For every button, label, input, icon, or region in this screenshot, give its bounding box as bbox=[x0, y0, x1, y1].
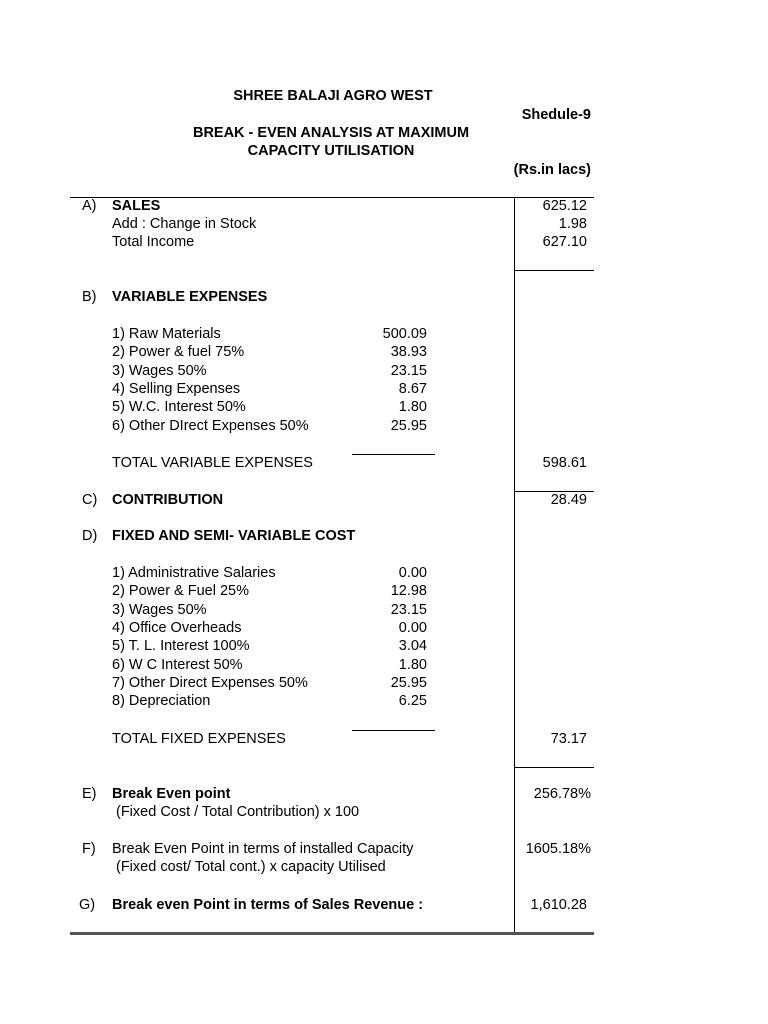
total-fixed-value: 73.17 bbox=[550, 731, 587, 747]
fixed-item-label: 1) Administrative Salaries bbox=[112, 565, 276, 581]
variable-item-label: 5) W.C. Interest 50% bbox=[112, 399, 246, 415]
table-column-divider bbox=[514, 197, 515, 934]
fixed-item-value: 3.04 bbox=[398, 638, 427, 654]
fixed-item-value: 6.25 bbox=[398, 693, 427, 709]
variable-item-value: 38.93 bbox=[390, 344, 427, 360]
company-name: SHREE BALAJI AGRO WEST bbox=[233, 88, 433, 104]
section-letter-e: E) bbox=[82, 786, 97, 802]
fixed-cost-heading: FIXED AND SEMI- VARIABLE COST bbox=[112, 528, 356, 544]
section-letter-b: B) bbox=[82, 289, 97, 305]
fixed-item-label: 6) W C Interest 50% bbox=[112, 657, 243, 673]
fixed-item-label: 5) T. L. Interest 100% bbox=[112, 638, 250, 654]
section-letter-a: A) bbox=[82, 198, 97, 214]
variable-item-label: 6) Other DIrect Expenses 50% bbox=[112, 418, 309, 434]
total-variable-label: TOTAL VARIABLE EXPENSES bbox=[112, 455, 313, 471]
fixed-subtotal-rule bbox=[352, 730, 435, 731]
income-subtotal-rule bbox=[514, 270, 594, 271]
variable-item-value: 25.95 bbox=[390, 418, 427, 434]
variable-item-value: 23.15 bbox=[390, 363, 427, 379]
fixed-item-label: 8) Depreciation bbox=[112, 693, 211, 709]
total-variable-value: 598.61 bbox=[542, 455, 587, 471]
fixed-item-label: 2) Power & Fuel 25% bbox=[112, 583, 250, 599]
break-even-value: 256.78% bbox=[533, 786, 591, 802]
variable-item-value: 8.67 bbox=[398, 381, 427, 397]
report-title-line1: BREAK - EVEN ANALYSIS AT MAXIMUM bbox=[192, 125, 470, 141]
capacity-formula: (Fixed cost/ Total cont.) x capacity Utilised bbox=[116, 859, 386, 875]
total-fixed-label: TOTAL FIXED EXPENSES bbox=[112, 731, 286, 747]
section-letter-c: C) bbox=[82, 492, 98, 508]
section-letter-g: G) bbox=[79, 897, 96, 913]
sales-revenue-value: 1,610.28 bbox=[530, 897, 587, 913]
variable-expenses-heading: VARIABLE EXPENSES bbox=[112, 289, 268, 305]
fixed-total-rule bbox=[514, 767, 594, 768]
variable-item-value: 500.09 bbox=[382, 326, 427, 342]
total-income-value: 627.10 bbox=[542, 234, 587, 250]
stock-change-label: Add : Change in Stock bbox=[112, 216, 257, 232]
fixed-item-value: 0.00 bbox=[398, 565, 427, 581]
break-even-heading: Break Even point bbox=[112, 786, 231, 802]
sales-revenue-heading: Break even Point in terms of Sales Revenue : bbox=[112, 897, 424, 913]
variable-item-label: 4) Selling Expenses bbox=[112, 381, 241, 397]
contribution-heading: CONTRIBUTION bbox=[112, 492, 224, 508]
report-title-line2: CAPACITY UTILISATION bbox=[247, 143, 415, 159]
sales-value: 625.12 bbox=[542, 198, 587, 214]
variable-item-value: 1.80 bbox=[398, 399, 427, 415]
variable-item-label: 1) Raw Materials bbox=[112, 326, 221, 342]
fixed-item-label: 4) Office Overheads bbox=[112, 620, 242, 636]
variable-item-label: 2) Power & fuel 75% bbox=[112, 344, 245, 360]
capacity-value: 1605.18% bbox=[525, 841, 591, 857]
break-even-formula: (Fixed Cost / Total Contribution) x 100 bbox=[116, 804, 360, 820]
stock-change-value: 1.98 bbox=[558, 216, 587, 232]
table-bottom-rule bbox=[70, 932, 594, 935]
total-income-label: Total Income bbox=[112, 234, 195, 250]
variable-subtotal-rule bbox=[352, 454, 435, 455]
section-letter-f: F) bbox=[82, 841, 96, 857]
fixed-item-label: 3) Wages 50% bbox=[112, 602, 207, 618]
units-label: (Rs.in lacs) bbox=[513, 162, 591, 178]
contribution-value: 28.49 bbox=[550, 492, 587, 508]
schedule-number: Shedule-9 bbox=[521, 107, 591, 123]
fixed-item-value: 12.98 bbox=[390, 583, 427, 599]
fixed-item-label: 7) Other Direct Expenses 50% bbox=[112, 675, 308, 691]
fixed-item-value: 25.95 bbox=[390, 675, 427, 691]
sales-heading: SALES bbox=[112, 198, 161, 214]
fixed-item-value: 0.00 bbox=[398, 620, 427, 636]
fixed-item-value: 23.15 bbox=[390, 602, 427, 618]
fixed-item-value: 1.80 bbox=[398, 657, 427, 673]
capacity-heading: Break Even Point in terms of installed Capacity bbox=[112, 841, 414, 857]
variable-item-label: 3) Wages 50% bbox=[112, 363, 207, 379]
section-letter-d: D) bbox=[82, 528, 98, 544]
